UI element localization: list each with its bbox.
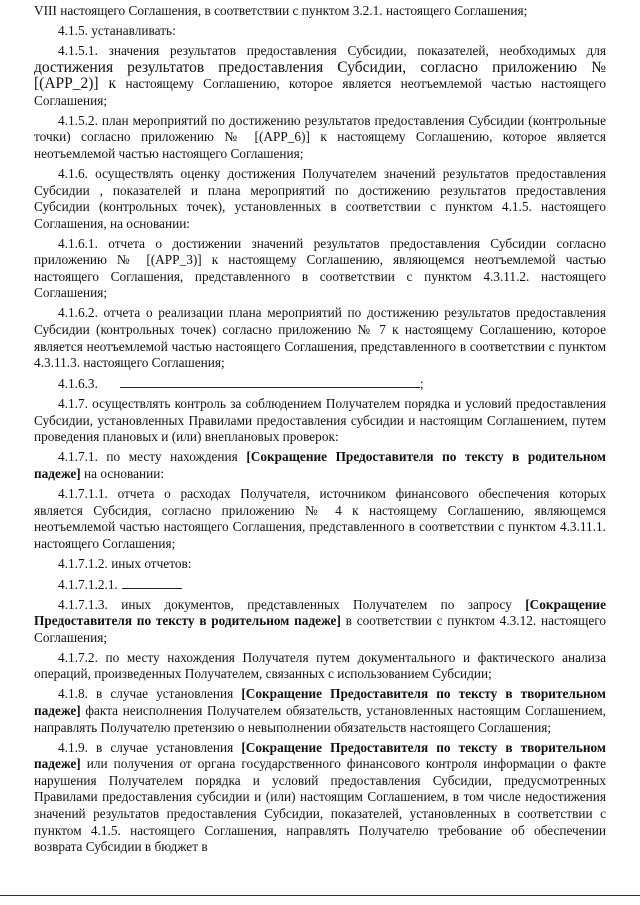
blank-fill-line [122,576,182,589]
paragraph-4-1-7-1: 4.1.7.1. по месту нахождения [Сокращение Предоставителя по тексту в родительном падеже] на основании: [34,449,606,481]
placeholder-bold: [Сокращение Предоставителя по тексту в родительном падеже] [34,596,606,629]
placeholder-bold: [Сокращение Предоставителя по тексту в творительном падеже] [34,686,606,719]
paragraph-4-1-6-1: 4.1.6.1. отчета о достижении значений результатов предоставления Субсидии согласно приложению № [(APP_3)] к настоящему Соглашению, являющемся неотъемлемой частью настоящего Соглашения, представленного в соответствии с пунктом 4.3.11.2. настоящего Соглашения; [34,235,606,301]
paragraph-4-1-7-1-2-1: 4.1.7.1.2.1. [34,576,606,594]
paragraph-4-1-7-1-3: 4.1.7.1.3. иных документов, представленных Получателем по запросу [Сокращение Предоставителя по тексту в родительном падеже] в соответствии с пунктом 4.3.12. настоящего Соглашения; [34,596,606,645]
paragraph-4-1-6: 4.1.6. осуществлять оценку достижения Получателем значений результатов предоставления Субсидии , показателей и плана мероприятий по достижению результатов предоставления Субсидии (контрольных точек), установленных в соответствии с пунктом 4.1.5. настоящего Соглашения, на основании: [34,165,606,231]
paragraph-4-1-7-2: 4.1.7.2. по месту нахождения Получателя путем документального и фактического анализа операций, произведенных Получателем, связанных с использованием Субсидии; [34,649,606,682]
blank-fill-line [120,375,420,388]
paragraph-4-1-6-3: 4.1.6.3. ; [58,376,424,392]
placeholder-bold: [Сокращение Предоставителя по тексту в родительном падеже] [34,449,606,481]
paragraph-continuation: VIII настоящего Соглашения, в соответствии с пунктом 3.2.1. настоящего Соглашения; [34,3,528,18]
paragraph-4-1-7-1-1: 4.1.7.1.1. отчета о расходах Получателя, источником финансового обеспечения которых является Субсидия, согласно приложению № 4 к настоящему Соглашению, являющемся неотъемлемой частью настоящего Соглашения, представленного в соответствии с пунктом 4.3.11.1. настоящего Соглашения; [34,485,606,551]
paragraph-4-1-8: 4.1.8. в случае установления [Сокращение Предоставителя по тексту в творительном падеже] факта неисполнения Получателем обязательств, установленных настоящим Соглашением, направлять Получателю претензию о невыполнении обязательств настоящего Соглашения; [34,686,606,735]
paragraph-4-1-5: 4.1.5. устанавливать: [58,22,176,38]
paragraph-4-1-9: 4.1.9. в случае установления [Сокращение Предоставителя по тексту в творительном падеже] или получения от органа государственного финансового контроля информации о факте нарушения Получателем порядка и условий предоставления Субсидии, предусмотренных Правилами предоставления субсидии и (или) настоящим Соглашением, в том числе недостижения значений результатов предоставления Субсидии, показателей, установленных в соответствии с пунктом 4.1.5. настоящего Соглашения, направлять Получателю требование об обеспечении возврата Субсидии в бюджет в [34,739,606,855]
page-bottom-rule [0,895,640,896]
document-body [34,3,606,856]
paragraph-4-1-6-2: 4.1.6.2. отчета о реализации плана мероприятий по достижению результатов предоставления Субсидии (контрольных точек) согласно приложению № 7 к настоящему Соглашению, которое является неотъемлемой частью настоящего Соглашения, представленного в соответствии с пунктом 4.3.11.3. настоящего Соглашения; [34,305,606,371]
enlarged-text: достижения результатов предоставления Субсидии, согласно приложению № [(APP_2)] к [34,58,606,93]
paragraph-4-1-5-2: 4.1.5.2. план мероприятий по достижению результатов предоставления Субсидии (контрольные точки) согласно приложению № [(APP_6)] к настоящему Соглашению, которое является неотъемлемой частью настоящего Соглашения; [34,112,606,161]
paragraph-4-1-5-1: 4.1.5.1. значения результатов предоставления Субсидии, показателей, необходимых для достижения результатов предоставления Субсидии, согласно приложению № [(APP_2)] к настоящему Соглашению, которое является неотъемлемой частью настоящего Соглашения; [34,42,606,108]
paragraph-4-1-7: 4.1.7. осуществлять контроль за соблюдением Получателем порядка и условий предоставления Субсидии, установленных Правилами предоставления субсидии и настоящим Соглашением, путем проведения плановых и (или) внеплановых проверок: [34,396,606,445]
paragraph-4-1-7-1-2: 4.1.7.1.2. иных отчетов: [58,555,192,571]
placeholder-bold: [Сокращение Предоставителя по тексту в творительном падеже] [34,739,606,772]
